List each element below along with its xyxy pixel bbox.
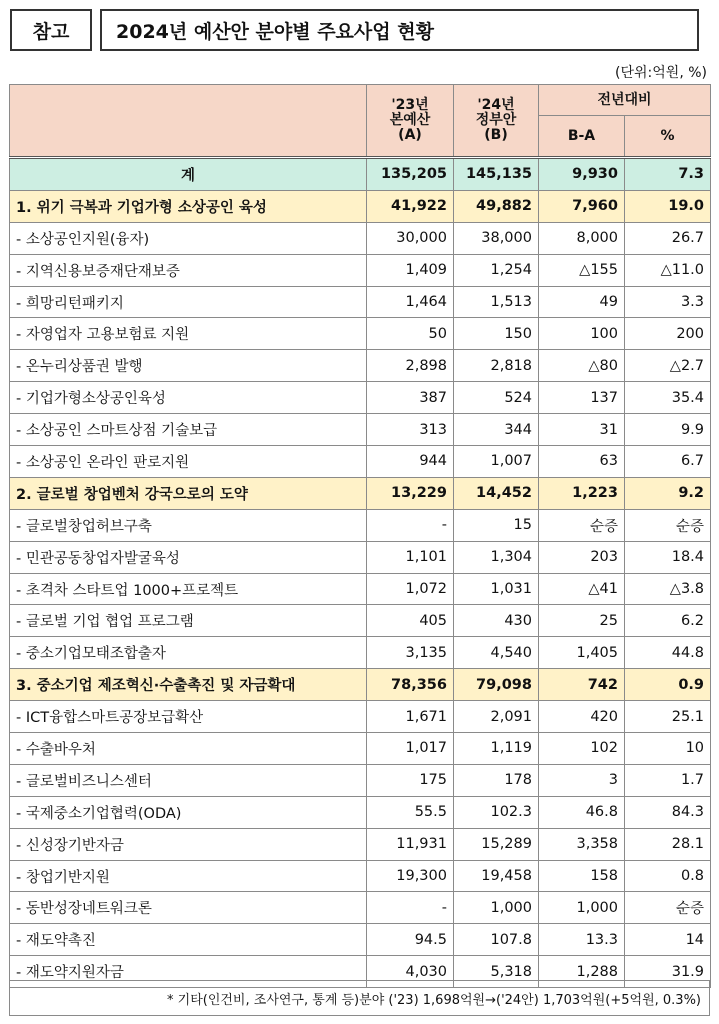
row-value-b: 524 [454, 382, 539, 414]
row-value-b: 1,513 [454, 286, 539, 318]
row-value-a: 30,000 [367, 222, 454, 254]
row-value-b: 19,458 [454, 860, 539, 892]
row-value-pct: 0.9 [625, 669, 711, 701]
table-row [10, 924, 711, 956]
row-name: 계 [10, 158, 367, 191]
row-value-b: 38,000 [454, 222, 539, 254]
row-name: - 수출바우처 [10, 733, 367, 765]
row-value-a: 78,356 [367, 669, 454, 701]
row-name: - 창업기반지원 [10, 860, 367, 892]
row-value-a: 1,101 [367, 541, 454, 573]
row-value-a: 11,931 [367, 828, 454, 860]
table-row [10, 796, 711, 828]
row-value-a: 41,922 [367, 190, 454, 222]
row-value-b: 1,304 [454, 541, 539, 573]
row-value-pct: 순증 [625, 892, 711, 924]
row-name: - 신성장기반자금 [10, 828, 367, 860]
row-value-diff: 9,930 [539, 158, 625, 191]
row-value-b: 145,135 [454, 158, 539, 191]
row-name: - 소상공인 스마트상점 기술보급 [10, 414, 367, 446]
row-value-a: 135,205 [367, 158, 454, 191]
table-row [10, 350, 711, 382]
row-name: - 글로벌비즈니스센터 [10, 764, 367, 796]
row-value-diff: 25 [539, 605, 625, 637]
row-value-pct: 25.1 [625, 701, 711, 733]
row-value-a: 387 [367, 382, 454, 414]
row-value-a: - [367, 892, 454, 924]
row-value-b: 102.3 [454, 796, 539, 828]
row-value-a: 19,300 [367, 860, 454, 892]
table-row [10, 637, 711, 669]
table-row [10, 764, 711, 796]
header-name-col [10, 85, 367, 158]
row-value-diff: 13.3 [539, 924, 625, 956]
row-value-a: 1,464 [367, 286, 454, 318]
row-name: - 민관공동창업자발굴육성 [10, 541, 367, 573]
row-name: 2. 글로벌 창업벤처 강국으로의 도약 [10, 477, 367, 509]
row-value-pct: 9.2 [625, 477, 711, 509]
row-name: - 소상공인지원(융자) [10, 222, 367, 254]
row-value-a: 55.5 [367, 796, 454, 828]
row-value-pct: 3.3 [625, 286, 711, 318]
table-row [10, 860, 711, 892]
row-value-pct: 18.4 [625, 541, 711, 573]
row-value-diff: 100 [539, 318, 625, 350]
row-value-diff: 63 [539, 446, 625, 478]
row-value-diff: 49 [539, 286, 625, 318]
row-name: - 동반성장네트워크론 [10, 892, 367, 924]
table-row [10, 414, 711, 446]
row-value-diff: 102 [539, 733, 625, 765]
row-value-diff: 7,960 [539, 190, 625, 222]
row-name: - 소상공인 온라인 판로지원 [10, 446, 367, 478]
row-value-pct: 순증 [625, 509, 711, 541]
row-name: - ICT융합스마트공장보급확산 [10, 701, 367, 733]
row-value-diff: 1,223 [539, 477, 625, 509]
row-value-a: 3,135 [367, 637, 454, 669]
row-value-diff: 742 [539, 669, 625, 701]
budget-table [9, 84, 711, 988]
table-row [10, 541, 711, 573]
row-value-a: 313 [367, 414, 454, 446]
row-name: - 온누리상품권 발행 [10, 350, 367, 382]
row-value-diff: 3 [539, 764, 625, 796]
row-name: - 희망리턴패키지 [10, 286, 367, 318]
row-value-pct: 31.9 [625, 956, 711, 988]
table-row [10, 382, 711, 414]
row-name: - 초격차 스타트업 1000+프로젝트 [10, 573, 367, 605]
row-name: - 기업가형소상공인육성 [10, 382, 367, 414]
row-value-b: 5,318 [454, 956, 539, 988]
header-col-b: '24년 정부안 (B) [454, 85, 539, 158]
row-value-b: 15,289 [454, 828, 539, 860]
row-value-a: 944 [367, 446, 454, 478]
row-value-b: 150 [454, 318, 539, 350]
row-value-b: 14,452 [454, 477, 539, 509]
table-row [10, 828, 711, 860]
row-value-a: 1,017 [367, 733, 454, 765]
table-row [10, 701, 711, 733]
table-row [10, 254, 711, 286]
row-value-pct: △3.8 [625, 573, 711, 605]
row-value-a: 50 [367, 318, 454, 350]
row-value-diff: 137 [539, 382, 625, 414]
row-value-pct: 84.3 [625, 796, 711, 828]
footnote: * 기타(인건비, 조사연구, 통계 등)분야 ('23) 1,698억원→('24안) 1,703억원(+5억원, 0.3%) [9, 980, 710, 1016]
row-value-diff: △155 [539, 254, 625, 286]
table-row [10, 733, 711, 765]
row-value-a: 1,409 [367, 254, 454, 286]
row-value-a: 405 [367, 605, 454, 637]
row-value-b: 1,031 [454, 573, 539, 605]
row-value-pct: 9.9 [625, 414, 711, 446]
row-value-b: 49,882 [454, 190, 539, 222]
row-value-diff: 1,000 [539, 892, 625, 924]
row-value-pct: 44.8 [625, 637, 711, 669]
title-row [10, 9, 699, 51]
row-value-b: 2,091 [454, 701, 539, 733]
table-row [10, 286, 711, 318]
row-name: - 중소기업모태조합출자 [10, 637, 367, 669]
row-name: - 재도약지원자금 [10, 956, 367, 988]
table-row [10, 509, 711, 541]
total-row [10, 158, 711, 191]
unit-note: (단위:억원, %) [615, 65, 707, 81]
row-value-pct: 14 [625, 924, 711, 956]
row-value-b: 344 [454, 414, 539, 446]
row-value-a: 2,898 [367, 350, 454, 382]
row-name: 1. 위기 극복과 기업가형 소상공인 육성 [10, 190, 367, 222]
row-value-a: - [367, 509, 454, 541]
row-value-b: 1,119 [454, 733, 539, 765]
row-value-b: 1,254 [454, 254, 539, 286]
row-value-a: 4,030 [367, 956, 454, 988]
row-value-diff: 1,288 [539, 956, 625, 988]
table-row [10, 573, 711, 605]
row-name: - 글로벌창업허브구축 [10, 509, 367, 541]
row-value-diff: 420 [539, 701, 625, 733]
row-value-a: 94.5 [367, 924, 454, 956]
row-value-b: 178 [454, 764, 539, 796]
header-col-diff: B-A [539, 116, 625, 158]
row-value-diff: △80 [539, 350, 625, 382]
row-value-pct: 0.8 [625, 860, 711, 892]
row-value-diff: 1,405 [539, 637, 625, 669]
row-value-diff: 158 [539, 860, 625, 892]
row-value-b: 1,007 [454, 446, 539, 478]
table-row [10, 222, 711, 254]
row-value-pct: 6.2 [625, 605, 711, 637]
row-value-diff: 31 [539, 414, 625, 446]
row-value-a: 175 [367, 764, 454, 796]
row-name: - 자영업자 고용보험료 지원 [10, 318, 367, 350]
group-row [10, 477, 711, 509]
row-value-a: 1,671 [367, 701, 454, 733]
header-col-a: '23년 본예산 (A) [367, 85, 454, 158]
row-value-a: 13,229 [367, 477, 454, 509]
table-body [10, 158, 711, 988]
row-value-pct: 35.4 [625, 382, 711, 414]
row-value-b: 15 [454, 509, 539, 541]
page-title: 2024년 예산안 분야별 주요사업 현황 [100, 9, 699, 51]
table-row [10, 892, 711, 924]
row-name: 3. 중소기업 제조혁신·수출촉진 및 자금확대 [10, 669, 367, 701]
reference-tag: 참고 [10, 9, 92, 51]
row-value-pct: 7.3 [625, 158, 711, 191]
row-value-pct: 6.7 [625, 446, 711, 478]
row-value-diff: △41 [539, 573, 625, 605]
row-value-diff: 순증 [539, 509, 625, 541]
row-value-pct: 28.1 [625, 828, 711, 860]
row-name: - 국제중소기업협력(ODA) [10, 796, 367, 828]
row-name: - 지역신용보증재단재보증 [10, 254, 367, 286]
row-value-b: 79,098 [454, 669, 539, 701]
row-value-b: 430 [454, 605, 539, 637]
row-value-b: 107.8 [454, 924, 539, 956]
table-row [10, 446, 711, 478]
row-value-pct: △11.0 [625, 254, 711, 286]
row-value-pct: 1.7 [625, 764, 711, 796]
row-value-pct: △2.7 [625, 350, 711, 382]
row-value-a: 1,072 [367, 573, 454, 605]
row-value-diff: 8,000 [539, 222, 625, 254]
row-name: - 글로벌 기업 협업 프로그램 [10, 605, 367, 637]
row-value-diff: 3,358 [539, 828, 625, 860]
row-name: - 재도약촉진 [10, 924, 367, 956]
row-value-pct: 26.7 [625, 222, 711, 254]
group-row [10, 669, 711, 701]
row-value-b: 1,000 [454, 892, 539, 924]
row-value-pct: 19.0 [625, 190, 711, 222]
header-col-pct: % [625, 116, 711, 158]
group-row [10, 190, 711, 222]
row-value-b: 2,818 [454, 350, 539, 382]
table-row [10, 318, 711, 350]
table-row [10, 605, 711, 637]
row-value-pct: 10 [625, 733, 711, 765]
row-value-pct: 200 [625, 318, 711, 350]
row-value-diff: 203 [539, 541, 625, 573]
row-value-b: 4,540 [454, 637, 539, 669]
row-value-diff: 46.8 [539, 796, 625, 828]
header-diff-group: 전년대비 [539, 85, 711, 116]
